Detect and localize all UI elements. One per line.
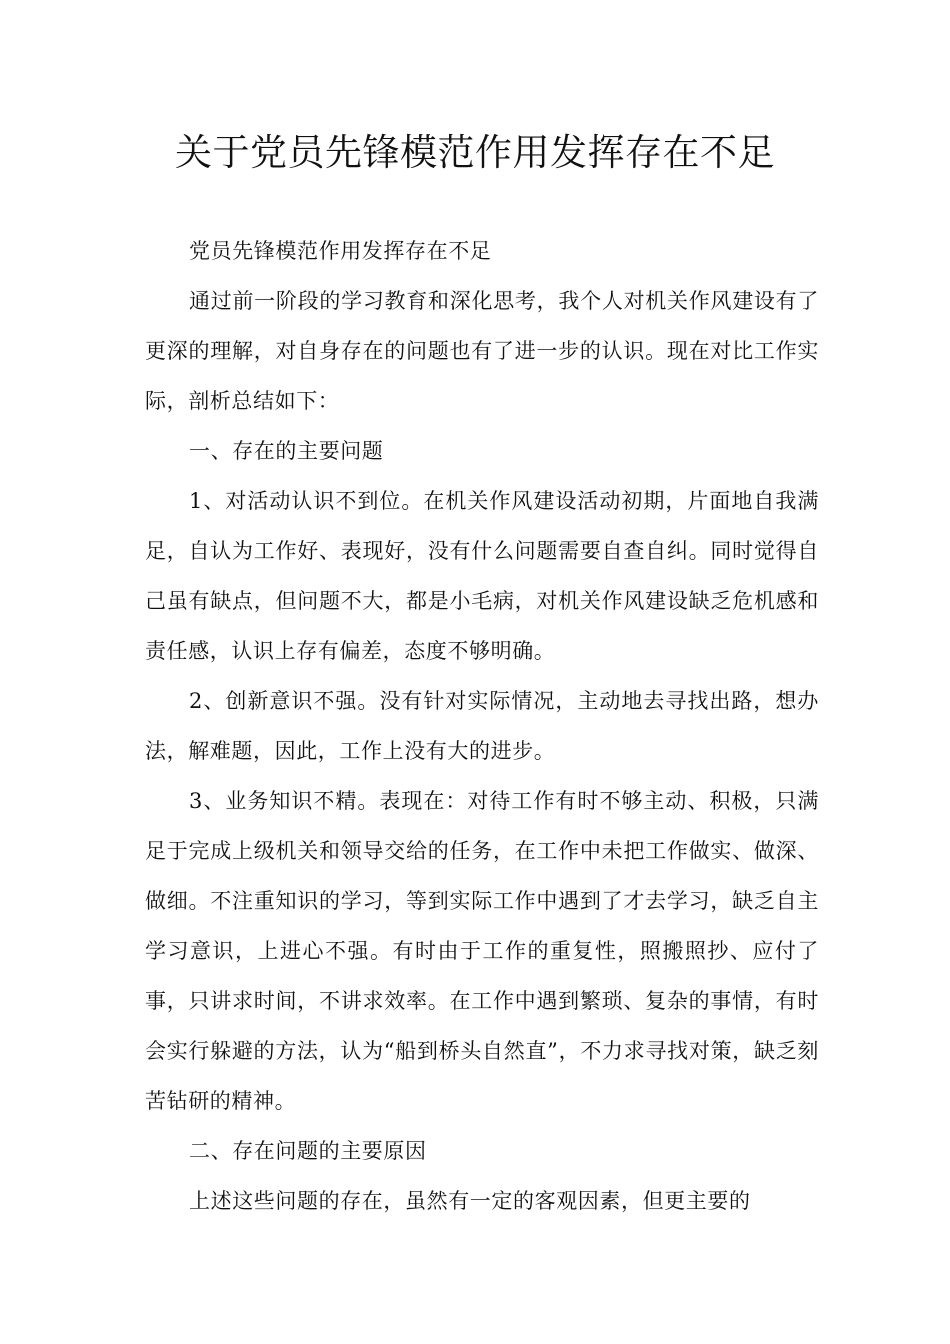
- paragraph-intro: 通过前一阶段的学习教育和深化思考，我个人对机关作风建设有了更深的理解，对自身存在的问题也有了进一步的认识。现在对比工作实际，剖析总结如下：: [145, 289, 819, 413]
- paragraph-problem-1: 1、对活动认识不到位。在机关作风建设活动初期，片面地自我满足，自认为工作好、表现好，没有什么问题需要自查自纠。同时觉得自己虽有缺点，但问题不大，都是小毛病，对机关作风建设缺乏危机感和责任感，认识上存有偏差，态度不够明确。: [145, 489, 819, 663]
- section-heading-main-problems: 一、存在的主要问题: [189, 439, 384, 463]
- paragraph-subtitle: 党员先锋模范作用发挥存在不足: [189, 239, 492, 263]
- paragraph-causes: 上述这些问题的存在，虽然有一定的客观因素，但更主要的: [189, 1189, 751, 1213]
- paragraph-problem-3: 3、业务知识不精。表现在：对待工作有时不够主动、积极，只满足于完成上级机关和领导交给的任务，在工作中未把工作做实、做深、做细。不注重知识的学习，等到实际工作中遇到了才去学习，缺乏自主学习意识，上进心不强。有时由于工作的重复性，照搬照抄、应付了事，只讲求时间，不讲求效率。在工作中遇到繁琐、复杂的事情，有时会实行躲避的方法，认为“船到桥头自然直”，不力求寻找对策，缺乏刻苦钻研的精神。: [145, 789, 819, 1113]
- document-body: [145, 226, 819, 1226]
- document-title: 关于党员先锋模范作用发挥存在不足: [175, 131, 775, 174]
- paragraph-problem-2: 2、创新意识不强。没有针对实际情况，主动地去寻找出路，想办法，解难题，因此，工作上没有大的进步。: [145, 689, 819, 763]
- section-heading-causes: 二、存在问题的主要原因: [189, 1139, 427, 1163]
